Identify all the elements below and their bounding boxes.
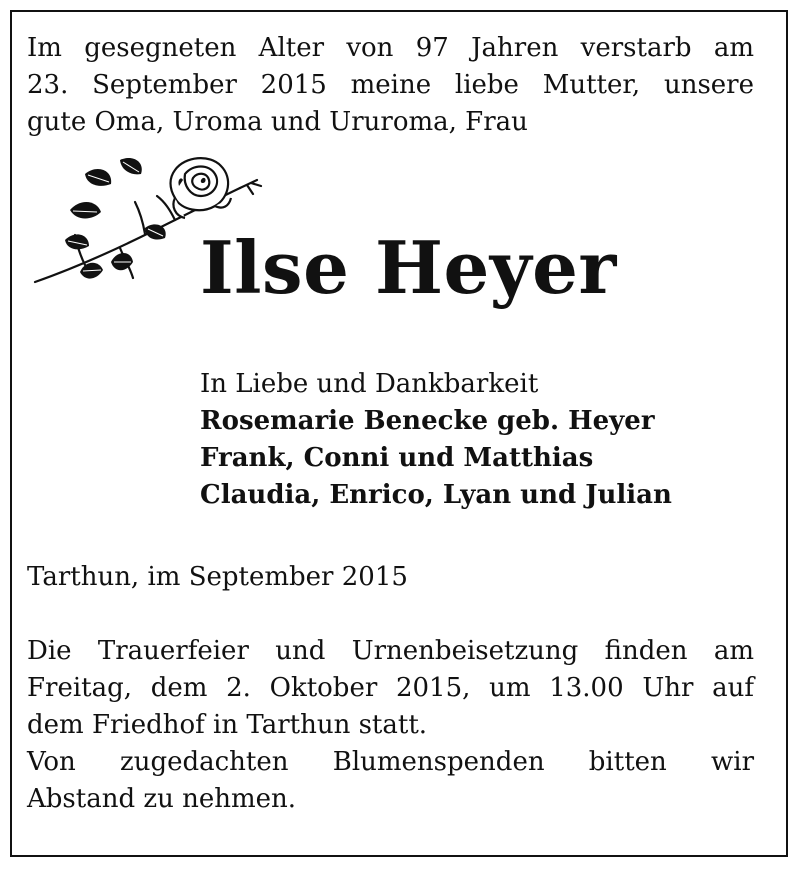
place-date-text: Tarthun, im September 2015 <box>27 562 408 592</box>
intro-line: 23. September 2015 meine liebe Mutter, unsere <box>27 70 754 100</box>
ceremony-line: Abstand zu nehmen. <box>27 784 297 814</box>
ceremony-text <box>27 633 754 818</box>
mourner-name: Claudia, Enrico, Lyan und Julian <box>200 480 672 510</box>
ceremony-line: Freitag, dem 2. Oktober 2015, um 13.00 Uhr auf <box>27 673 754 703</box>
intro-text <box>27 30 754 141</box>
intro-line: Im gesegneten Alter von 97 Jahren verstarb am <box>27 33 754 63</box>
mourners-heading: In Liebe und Dankbarkeit <box>200 369 539 399</box>
ceremony-line: Von zugedachten Blumenspenden bitten wir <box>27 747 754 777</box>
intro-line: gute Oma, Uroma und Ururoma, Frau <box>27 107 528 137</box>
mourner-name: Frank, Conni und Matthias <box>200 443 594 473</box>
deceased-name: Ilse Heyer <box>200 225 617 310</box>
ceremony-line: dem Friedhof in Tarthun statt. <box>27 710 428 740</box>
ceremony-line: Die Trauerfeier und Urnenbeisetzung finden am <box>27 636 754 666</box>
mourner-name: Rosemarie Benecke geb. Heyer <box>200 406 655 436</box>
mourners-block <box>200 366 672 514</box>
place-date <box>27 559 754 596</box>
